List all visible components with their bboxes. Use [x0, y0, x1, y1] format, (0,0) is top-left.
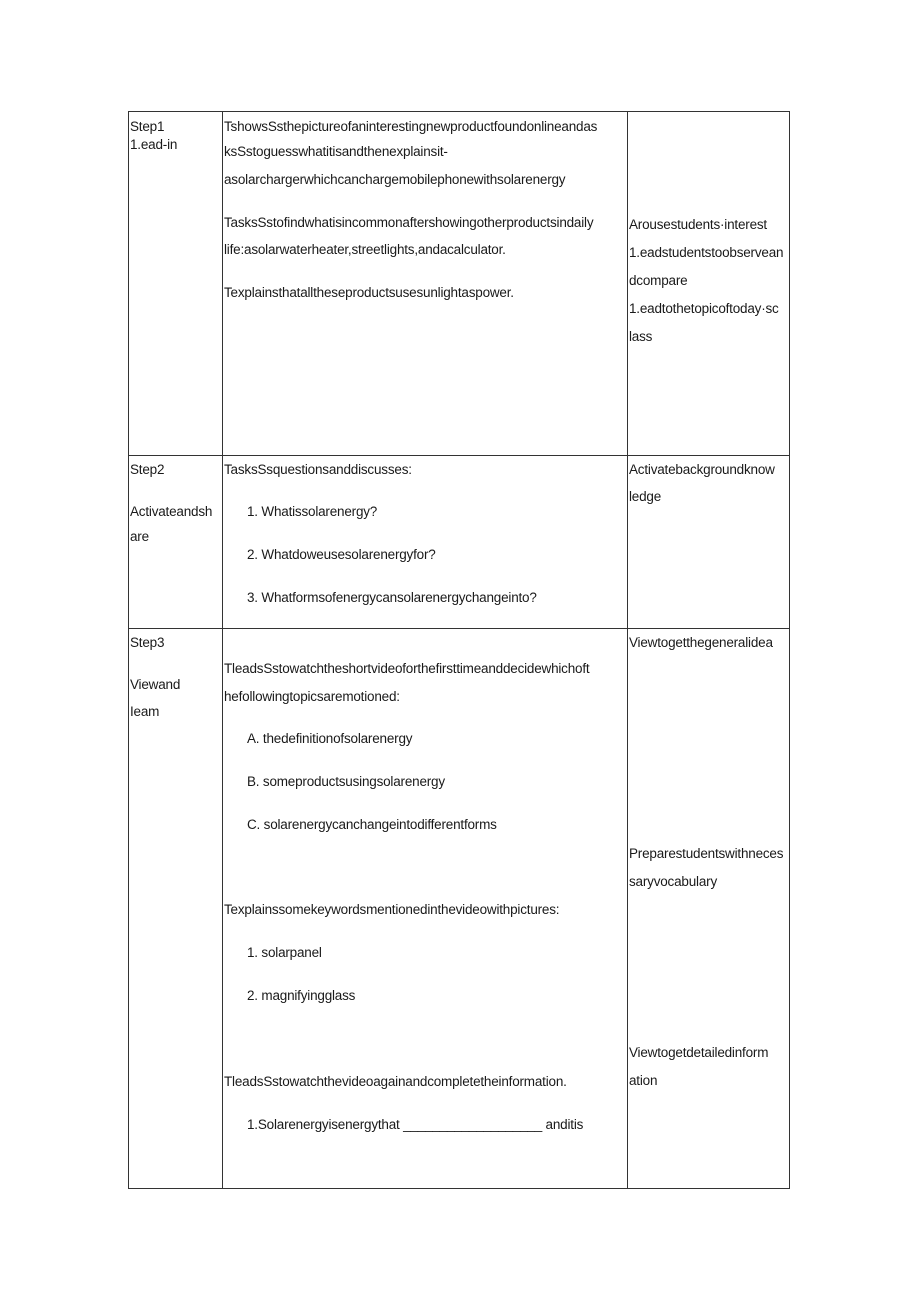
step-label: Step1	[130, 119, 165, 134]
activity-text: 2. Whatdoweusesolarenergyfor?	[247, 547, 436, 562]
purpose-text: Arousestudents·interest	[629, 217, 767, 232]
activity-text: C. solarenergycanchangeintodifferentforms	[247, 817, 497, 832]
purpose-text: 1.eadtothetopicoftoday·sc	[629, 301, 779, 316]
activity-text: 1.Solarenergyisenergythat ___________________ anditis	[247, 1117, 584, 1132]
stage-text: are	[130, 529, 149, 544]
activity-text: TasksSsquestionsanddiscusses:	[224, 462, 412, 477]
activity-text: 1. Whatissolarenergy?	[247, 504, 378, 519]
activity-cell	[223, 629, 628, 1189]
activity-cell	[223, 456, 628, 629]
stage-cell	[129, 456, 223, 629]
purpose-text: dcompare	[629, 273, 688, 288]
purpose-text: Preparestudentswithneces	[629, 846, 784, 861]
stage-text: Viewand	[130, 677, 181, 692]
activity-text: hefollowingtopicsaremotioned:	[224, 689, 400, 704]
activity-text: 2. magnifyingglass	[247, 988, 356, 1003]
activity-text: asolarchargerwhichcanchargemobilephonewithsolarenergy	[224, 172, 566, 187]
purpose-text: ation	[629, 1073, 658, 1088]
lesson-plan-table	[128, 111, 790, 1189]
activity-text: TasksSstofindwhatisincommonaftershowingotherproductsindaily	[224, 215, 594, 230]
purpose-cell	[628, 629, 790, 1189]
purpose-text: Activatebackgroundknow	[629, 462, 775, 477]
purpose-cell	[628, 112, 790, 456]
table-row	[129, 629, 790, 1189]
stage-cell	[129, 629, 223, 1189]
table-row	[129, 112, 790, 456]
purpose-text: Viewtogetdetailedinform	[629, 1045, 769, 1060]
purpose-text: lass	[629, 329, 653, 344]
stage-text: Activateandsh	[130, 504, 213, 519]
purpose-cell	[628, 456, 790, 629]
purpose-text: saryvocabulary	[629, 874, 717, 889]
stage-text: 1.ead-in	[130, 137, 178, 152]
activity-text: TshowsSsthepictureofaninterestingnewproductfoundonlineandas	[224, 119, 598, 134]
purpose-text: ledge	[629, 489, 662, 504]
step-label: Step2	[130, 462, 165, 477]
activity-text: 3. Whatformsofenergycansolarenergychangeinto?	[247, 590, 537, 605]
activity-text: life:asolarwaterheater,streetlights,andacalculator.	[224, 242, 506, 257]
activity-text: 1. solarpanel	[247, 945, 322, 960]
activity-text: Texplainsthatalltheseproductsusesunlightaspower.	[224, 285, 514, 300]
activity-text: TleadsSstowatchthevideoagainandcompletetheinformation.	[224, 1074, 567, 1089]
step-label: Step3	[130, 635, 165, 650]
stage-cell	[129, 112, 223, 456]
stage-text: Ieam	[130, 704, 160, 719]
activity-cell	[223, 112, 628, 456]
table-row	[129, 456, 790, 629]
purpose-text: Viewtogetthegeneralidea	[629, 635, 773, 650]
activity-text: Texplainssomekeywordsmentionedinthevideowithpictures:	[224, 902, 560, 917]
activity-text: B. someproductsusingsolarenergy	[247, 774, 445, 789]
activity-text: TleadsSstowatchtheshortvideoforthefirsttimeanddecidewhichoft	[224, 661, 590, 676]
activity-text: A. thedefinitionofsolarenergy	[247, 731, 413, 746]
activity-text: ksSstoguesswhatitisandthenexplainsit-	[224, 144, 448, 159]
purpose-text: 1.eadstudentstoobservean	[629, 245, 784, 260]
